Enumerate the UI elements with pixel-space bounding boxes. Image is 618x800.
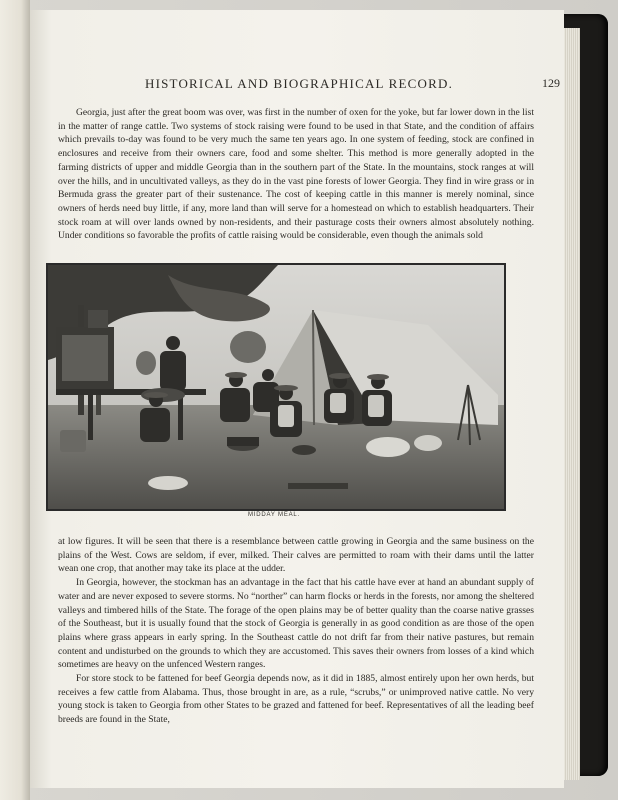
facing-page-edge: [0, 0, 30, 800]
paragraph: Georgia, just after the great boom was over, was first in the number of oxen for the yoke, but far lower down in the list in the matter of range cattle. Two systems of stock raising were found to be used in that State, and the condition of affairs which prevails to-day was found to be very much the same ten years ago. In one system of feeding, stock are confined in enclosures and receive from their owners care, food and some shelter. This method is more generally adopted in the farming districts of upper and middle Georgia than in the southern part of the State. In the mountains, stock ranges at will over the hills, and in uncultivated valleys, as they do in the vast pine forests of lower Georgia. They find in wire grass or in Bermuda grass the greater part of their sustenance. The cost of keeping cattle in this manner is merely nominal, since owners of herds need buy little, if any, more land than will serve for a homestead on which to establish headquarters. Their stock roam at will over lands owned by non-residents, and their pasturage costs their owners almost absolutely nothing. Under conditions so favorable the profits of cattle raising would be considerable, even though the animals sold: [58, 107, 534, 242]
bottom-text-block: [58, 535, 534, 727]
photo-midday-meal: [46, 263, 506, 511]
book-page: [30, 10, 564, 788]
page-number: 129: [542, 76, 560, 90]
photo-caption: MIDDAY MEAL.: [247, 512, 301, 518]
camp-scene-illustration: [48, 265, 504, 509]
running-title: HISTORICAL AND BIOGRAPHICAL RECORD.: [145, 76, 454, 91]
top-text-block: [58, 106, 534, 243]
paragraph: at low figures. It will be seen that there is a resemblance between cattle growing in Georgia and the same business on the plains of the West. Cows are seldom, if ever, milked. Their calves are permitted to roam with their dams until the latter wean one crop, that another may take its place at the udder.: [58, 536, 534, 575]
paragraph: For store stock to be fattened for beef Georgia depends now, as it did in 1885, almost entirely upon her own herds, but receives a few cattle from Alabama. Thus, those brought in are, as a rule, “scrubs,” or unimproved native cattle. No very young stock is taken to Georgia from other States to be grazed and fattened for beef. Representatives of all the leading beef breeds are found in the State,: [58, 673, 534, 726]
running-header: [90, 76, 560, 96]
paragraph: In Georgia, however, the stockman has an advantage in the fact that his cattle have ever at hand an abundant supply of water and are never exposed to severe storms. No “norther” can harm flocks or herds in the forests, nor among the sheltered valleys and timbered hills of the State. The forage of the open plains may be of better quality than the coarse native grasses of the Southeast, but it is usually found that the stock of Georgia is generally in as good condition as are those of the open plains where grass appears in early spring. In the Southeast cattle do not drift far from their native pastures, but remain content and undisturbed on the grounds to which they are accustomed. This saves their owners from losses of a kind which sometimes are heavy on the unfenced Western ranges.: [58, 577, 534, 671]
